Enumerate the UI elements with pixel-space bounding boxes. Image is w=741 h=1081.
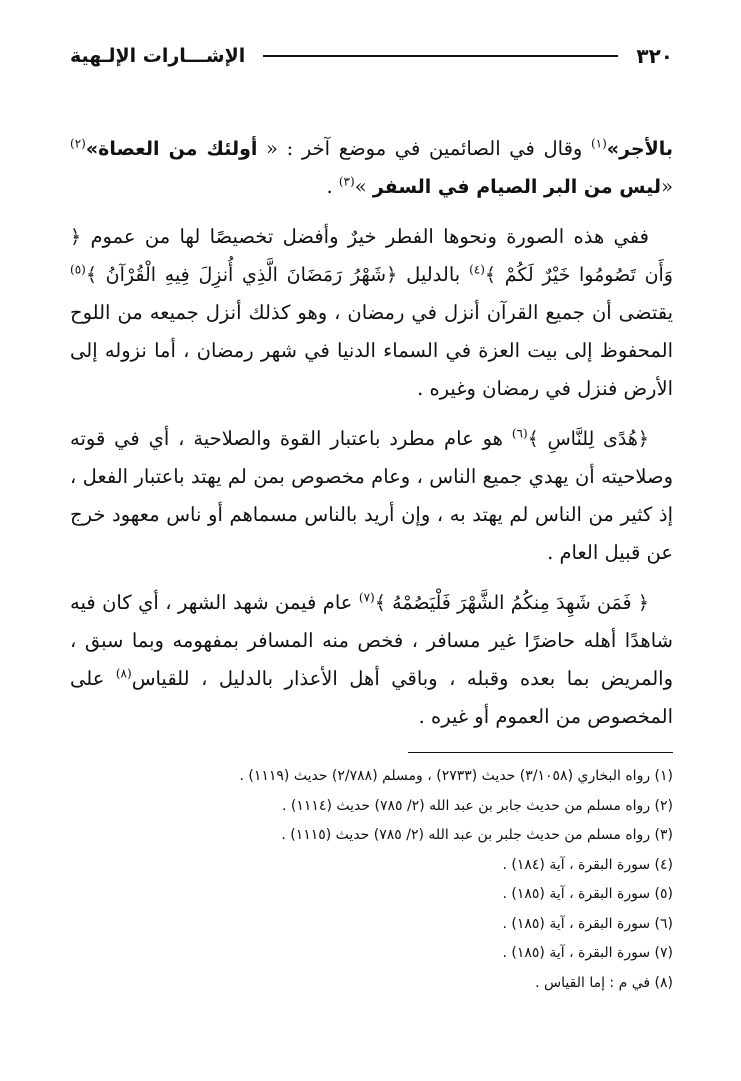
hadith-quote: أولئك من العصاة»	[85, 138, 258, 160]
page-number: ٣٢٠	[636, 44, 673, 68]
quran-verse: ﴿شَهْرُ رَمَضَانَ الَّذِي أُنزِلَ فِيهِ الْقُرْآنُ ﴾	[85, 264, 398, 286]
footnote-ref: (٦)	[511, 426, 528, 441]
text-run: هو عام مطرد باعتبار القوة والصلاحية ، أي في قوته وصلاحيته أن يهدي جميع الناس ، وعام مخصوص بمن لم يهتد باعتبار الفعل ، إذ كثير من الناس لم يهتد به ، وإن أريد بالناس مسماهم أو ناس معهود خرج عن قبيل العام .	[70, 427, 673, 564]
footnote-ref: (٢)	[70, 136, 86, 151]
paragraph-4	[70, 584, 673, 736]
running-title: الإشـــارات الإلـهية	[70, 45, 246, 67]
text-run: بالدليل	[397, 263, 470, 286]
main-text	[70, 130, 673, 736]
footnote-ref: (١)	[590, 136, 607, 151]
footnote: (٢) رواه مسلم من حديث جابر بن عبد الله (٢/ ٧٨٥) حديث (١١١٤) .	[282, 797, 673, 814]
footnotes	[70, 762, 673, 998]
text-run: يقتضى أن جميع القرآن أنزل في رمضان ، وهو كذلك أنزل جميعه من اللوح المحفوظ إلى بيت العزة في السماء الدنيا في شهر رمضان ، أما نزوله إلى الأرض فنزل في رمضان وغيره .	[70, 301, 673, 400]
footnote: (٥) سورة البقرة ، آية (١٨٥) .	[502, 886, 673, 902]
footnote-ref: (٨)	[115, 666, 132, 681]
text-run: عام فيمن شهد الشهر ، أي كان فيه شاهدًا أهله حاضرًا غير مسافر ، فخص منه المسافر بمفهومه وبما سبق ، والمريض بما بعده وقبله ، وباقي أهل الأعذار بالدليل ، للقياس	[70, 591, 674, 690]
footnote: (٦) سورة البقرة ، آية (١٨٥) .	[502, 915, 673, 932]
quran-verse: ﴿هُدًى لِلنَّاسِ ﴾	[527, 428, 649, 450]
footnote: (٧) سورة البقرة ، آية (١٨٥) .	[502, 945, 673, 961]
footnote-ref: (٣)	[338, 174, 355, 189]
footnote: (٣) رواه مسلم من حديث جلبر بن عبد الله (٢/ ٧٨٥) حديث (١١١٥) .	[281, 827, 673, 843]
hadith-quote: ليس من البر الصيام في السفر	[372, 176, 662, 198]
quran-verse: ﴿ وَأَن تَصُومُوا خَيْرٌ لَكُمْ ﴾	[70, 226, 673, 286]
footnote: (٨) في م : إما القياس .	[535, 974, 673, 991]
footnote-ref: (٥)	[70, 262, 86, 277]
paragraph-2	[70, 218, 673, 408]
text-run: وقال في الصائمين في موضع آخر : «	[257, 137, 591, 160]
text-run: على المخصوص من العموم أو غيره .	[70, 667, 673, 728]
footnote-separator	[408, 752, 673, 753]
footnote: (١) رواه البخاري (٣/١٠٥٨) حديث (٢٧٣٣) ، ومسلم (٢/٧٨٨) حديث (١١١٩) .	[239, 768, 673, 784]
footnote: (٤) سورة البقرة ، آية (١٨٤) .	[502, 856, 673, 873]
text-run: «	[661, 175, 673, 198]
footnote-ref: (٧)	[358, 590, 375, 605]
text-run: .	[326, 175, 339, 198]
text-run: »	[354, 175, 373, 198]
header-rule	[263, 55, 618, 57]
footnote-ref: (٤)	[469, 262, 485, 277]
paragraph-1	[70, 130, 673, 206]
paragraph-3	[70, 420, 673, 572]
text-run: ففي هذه الصورة ونحوها الفطر خيرٌ وأفضل تخصيصًا لها من عموم	[81, 225, 649, 248]
quran-verse: ﴿ فَمَن شَهِدَ مِنكُمُ الشَّهْرَ فَلْيَصُمْهُ ﴾	[374, 592, 649, 614]
hadith-quote: بالأجر»	[606, 138, 673, 160]
running-header	[70, 38, 673, 74]
